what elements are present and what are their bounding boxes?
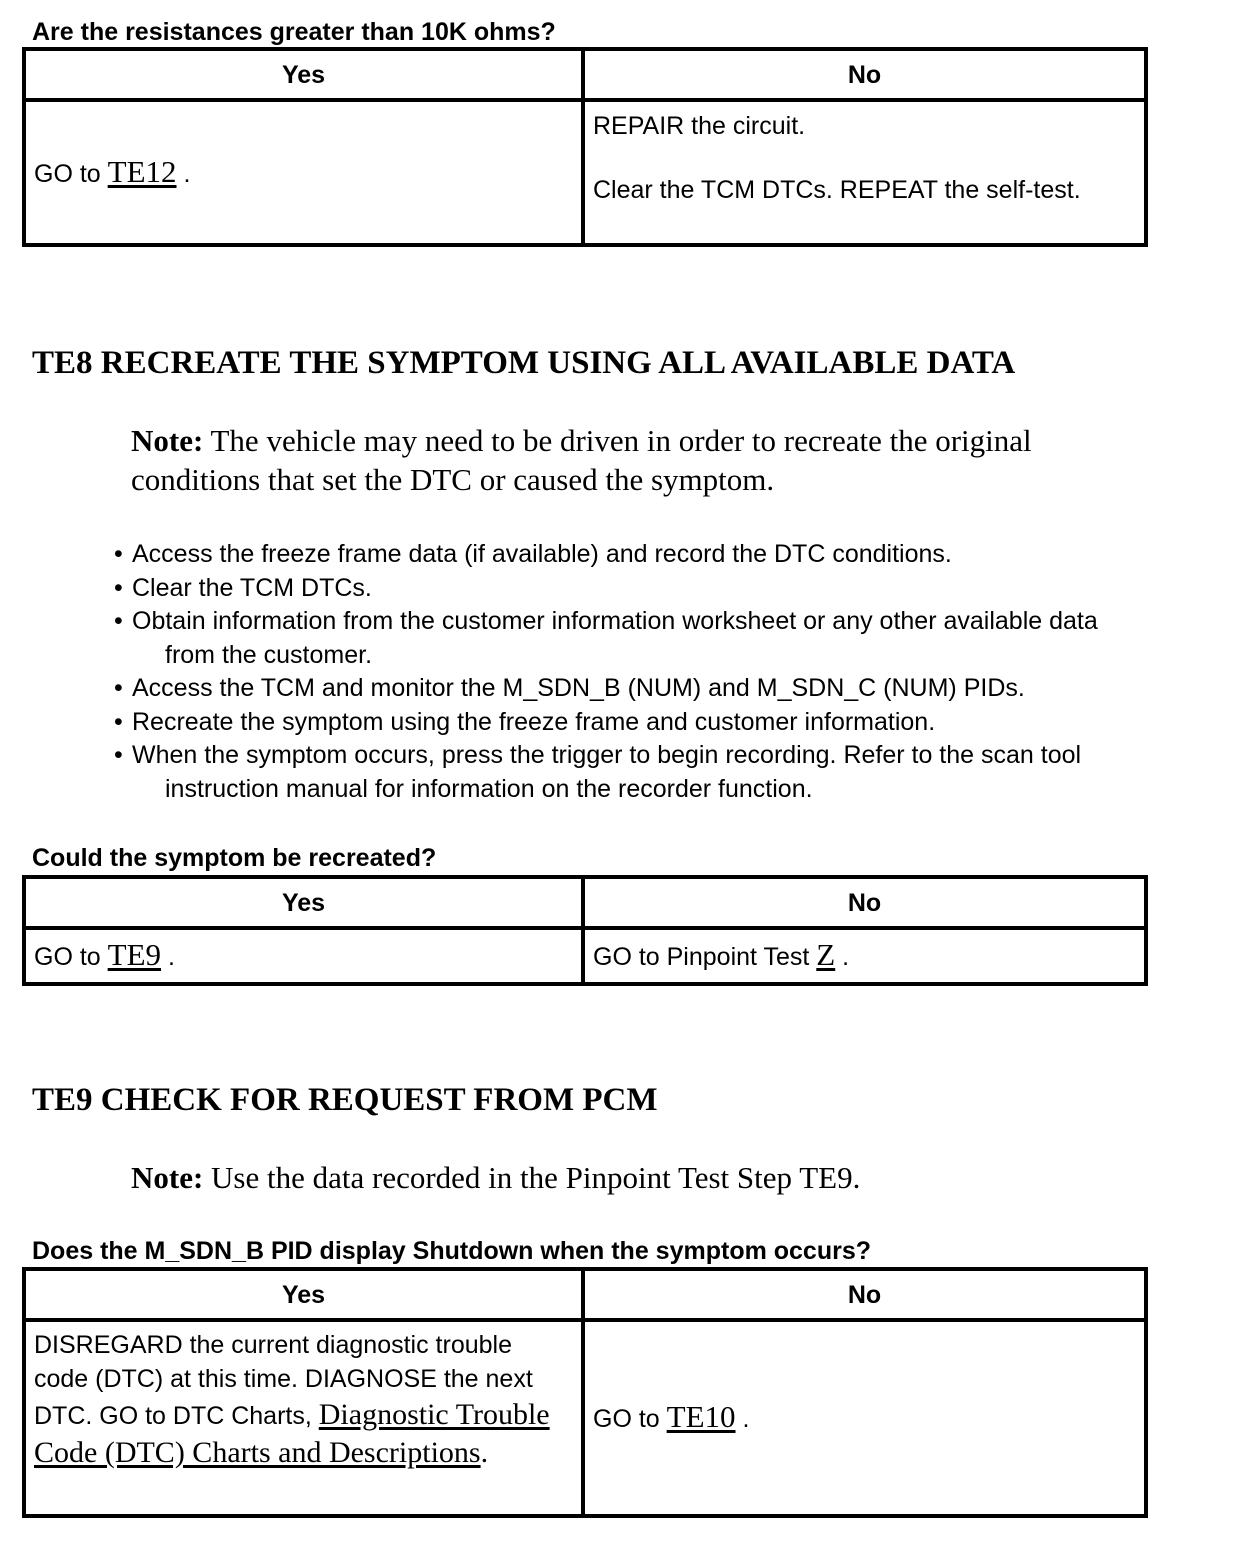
no-header: No (583, 877, 1146, 928)
te9-heading: TE9 CHECK FOR REQUEST FROM PCM (32, 1082, 658, 1118)
list-item: • Obtain information from the customer information worksheet or any other available data from the customer. (114, 607, 1098, 669)
yes-header: Yes (24, 49, 583, 100)
no-header: No (583, 1269, 1146, 1320)
no-cell (583, 100, 1146, 245)
note-label: Note: (131, 1160, 204, 1195)
list-item: • Access the TCM and monitor the M_SDN_B (NUM) and M_SDN_C (NUM) PIDs. (114, 674, 1025, 702)
yes-text: DISREGARD the current diagnostic trouble code (DTC) at this time. DIAGNOSE the next DTC. GO to DTC Charts, (34, 1331, 533, 1430)
answer-table-recreated (22, 875, 1148, 986)
no-line-clear: Clear the TCM DTCs. REPEAT the self-test. (593, 176, 1081, 204)
list-item: • When the symptom occurs, press the trigger to begin recording. Refer to the scan tool instruction manual for information on the recorder function. (114, 741, 1082, 803)
list-item: • Access the freeze frame data (if available) and record the DTC conditions. (114, 540, 952, 568)
te9-note (131, 1158, 1141, 1197)
no-cell: GO to TE10 . (583, 1320, 1146, 1516)
te8-bullet-list (110, 538, 1230, 806)
yes-suffix: . (183, 159, 191, 188)
yes-prefix: GO to (34, 159, 101, 188)
no-line-repair: REPAIR the circuit. (593, 112, 806, 140)
yes-header: Yes (24, 877, 583, 928)
link-te10[interactable]: TE10 (666, 1399, 736, 1434)
yes-cell: DISREGARD the current diagnostic trouble code (DTC) at this time. DIAGNOSE the next DTC. GO to DTC Charts, Diagnostic Trouble Code (DTC) Charts and Descriptions. (24, 1320, 583, 1516)
link-te9[interactable]: TE9 (107, 937, 162, 972)
note-label: Note: (131, 423, 204, 458)
list-item: • Recreate the symptom using the freeze frame and customer information. (114, 707, 936, 736)
yes-cell: GO to TE9 . (24, 928, 583, 984)
yes-cell (24, 100, 583, 245)
link-pinpoint-z[interactable]: Z (816, 937, 836, 972)
te8-heading: TE8 RECREATE THE SYMPTOM USING ALL AVAILABLE DATA (32, 345, 1016, 381)
te8-note (131, 421, 1141, 499)
question-recreated: Could the symptom be recreated? (32, 844, 437, 872)
link-te12[interactable]: TE12 (107, 153, 177, 189)
yes-header: Yes (24, 1269, 583, 1320)
list-item: • Clear the TCM DTCs. (114, 573, 372, 602)
no-header: No (583, 49, 1146, 100)
no-cell: GO to Pinpoint Test Z . (583, 928, 1146, 984)
answer-table-resistances (22, 47, 1148, 247)
note-text: Use the data recorded in the Pinpoint Test Step TE9. (211, 1160, 861, 1195)
answer-table-shutdown (22, 1267, 1148, 1518)
link-dtc-charts[interactable]: Diagnostic Trouble Code (DTC) Charts and Descriptions (34, 1398, 550, 1469)
note-text: The vehicle may need to be driven in order to recreate the original conditions that set the DTC or caused the symptom. (131, 423, 1032, 497)
question-resistances: Are the resistances greater than 10K ohms? (32, 18, 556, 46)
question-shutdown: Does the M_SDN_B PID display Shutdown when the symptom occurs? (32, 1237, 872, 1265)
